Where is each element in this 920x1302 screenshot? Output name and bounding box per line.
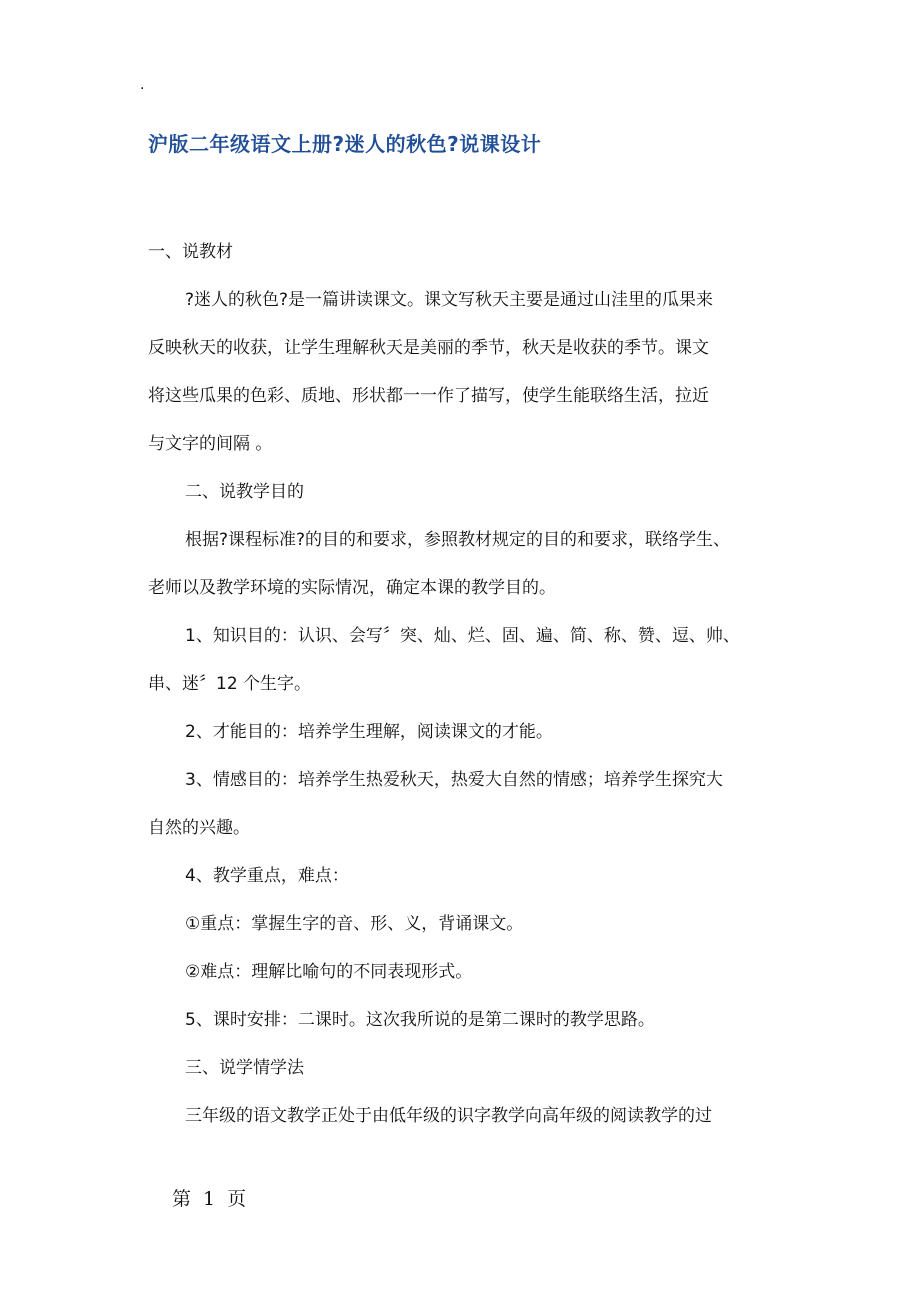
section-heading: 二、说教学目的 <box>185 482 304 502</box>
paragraph-line: ②难点：理解比喻句的不同表现形式。 <box>185 962 473 982</box>
paragraph-line: 自然的兴趣。 <box>148 818 250 838</box>
paragraph-line: 老师以及教学环境的实际情况，确定本课的教学目的。 <box>148 578 556 598</box>
paragraph-line: 3、情感目的：培养学生热爱秋天，热爱大自然的情感；培养学生探究大 <box>185 770 723 790</box>
section-heading: 三、说学情学法 <box>185 1058 304 1078</box>
paragraph-line: ?迷人的秋色?是一篇讲读课文。课文写秋天主要是通过山洼里的瓜果来 <box>185 290 714 310</box>
paragraph-line: 串、迷〞12 个生字。 <box>148 674 312 694</box>
page-number: 第 1 页 <box>172 1188 247 1210</box>
paragraph-line: 反映秋天的收获，让学生理解秋天是美丽的季节，秋天是收获的季节。课文 <box>148 338 709 358</box>
paragraph-line: 根据?课程标准?的目的和要求，参照教材规定的目的和要求，联络学生、 <box>185 530 731 550</box>
header-mark: . <box>140 77 145 93</box>
paragraph-line: 1、知识目的：认识、会写〞突、灿、烂、固、遍、简、称、赞、逗、帅、 <box>185 626 740 646</box>
paragraph-line: 2、才能目的：培养学生理解，阅读课文的才能。 <box>185 722 553 742</box>
paragraph-line: 将这些瓜果的色彩、质地、形状都一一作了描写，使学生能联络生活，拉近 <box>148 386 709 406</box>
paragraph-line: 三年级的语文教学正处于由低年级的识字教学向高年级的阅读教学的过 <box>185 1106 712 1126</box>
document-title: 沪版二年级语文上册?迷人的秋色?说课设计 <box>148 132 542 156</box>
paragraph-line: ①重点：掌握生字的音、形、义，背诵课文。 <box>185 914 524 934</box>
paragraph-line: 5、课时安排：二课时。这次我所说的是第二课时的教学思路。 <box>185 1010 655 1030</box>
section-heading: 一、说教材 <box>148 242 233 262</box>
paragraph-line: 与文字的间隔 。 <box>148 434 273 454</box>
paragraph-line: 4、教学重点，难点： <box>185 866 349 886</box>
